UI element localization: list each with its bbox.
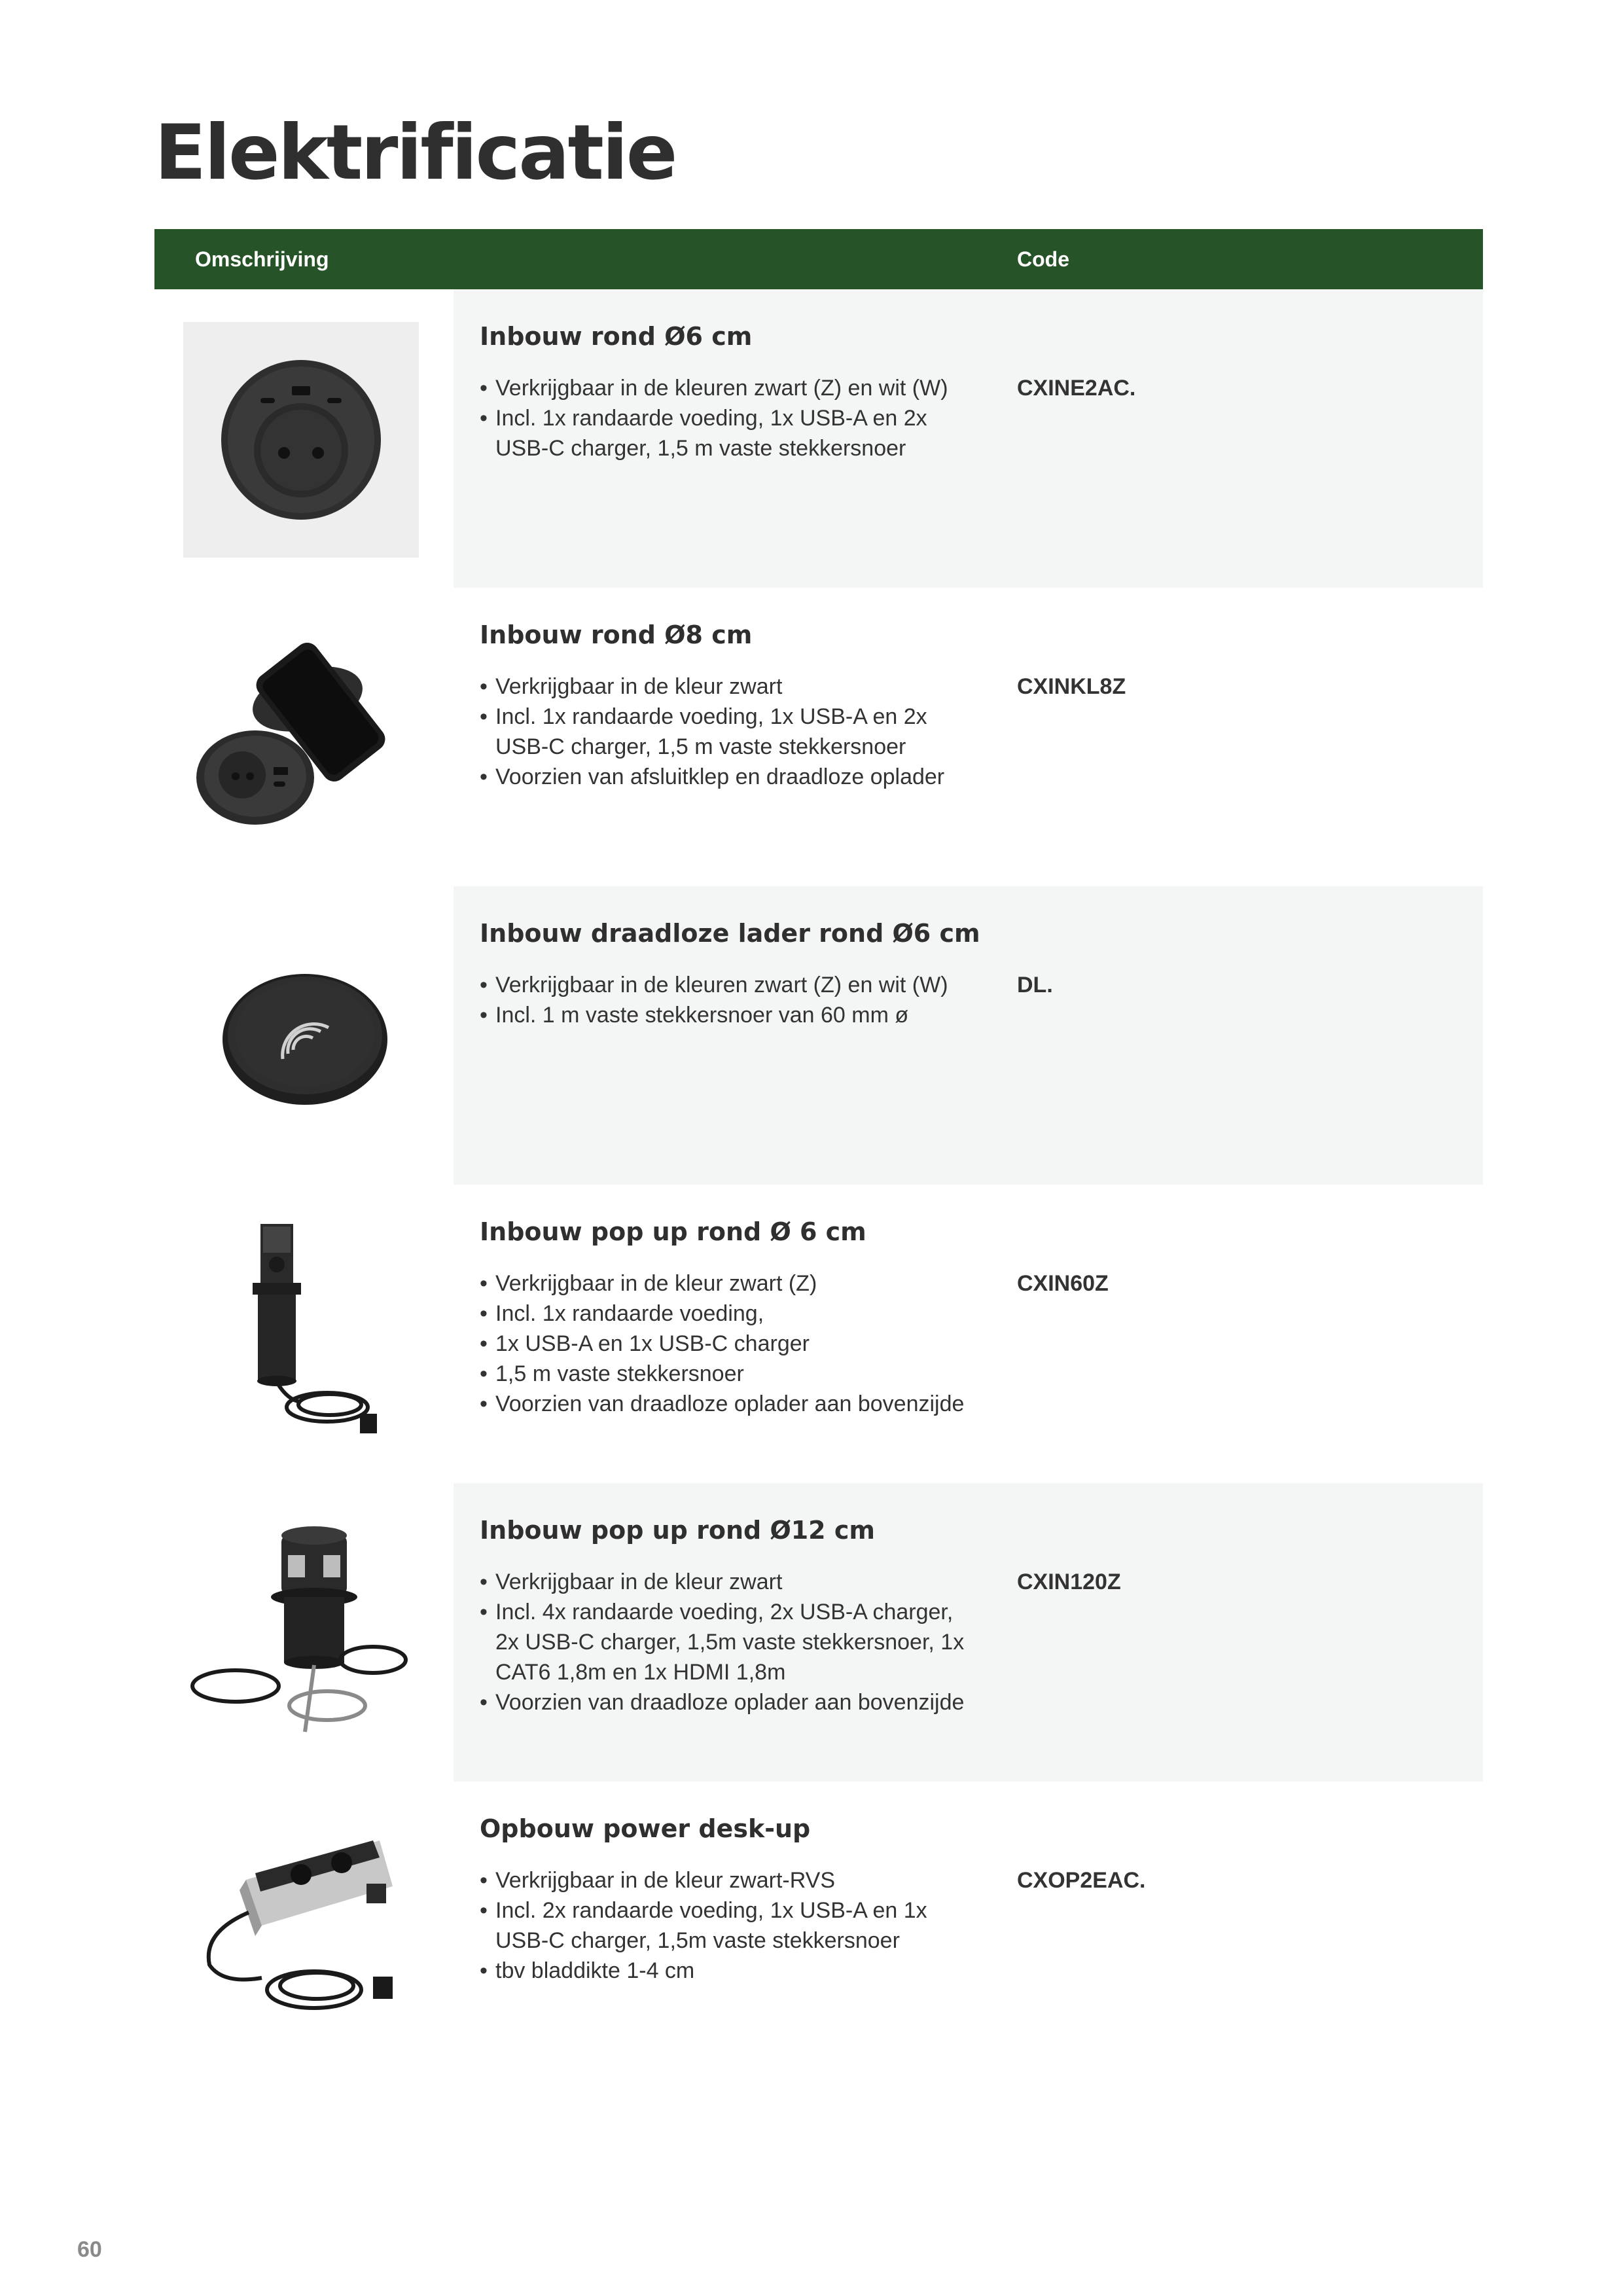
product-title: Inbouw rond Ø8 cm	[480, 620, 753, 649]
product-code: DL.	[1017, 973, 1053, 997]
product-row	[154, 588, 1483, 886]
bullet-item: • 1,5 m vaste stekkersnoer	[480, 1359, 977, 1389]
product-image-wireless-charger	[183, 919, 419, 1155]
product-code: CXIN60Z	[1017, 1271, 1109, 1296]
page-title: Elektrificatie	[154, 109, 676, 197]
product-bullets	[480, 970, 977, 1030]
product-title: Inbouw pop up rond Ø 6 cm	[480, 1217, 866, 1246]
product-bullets	[480, 1865, 977, 1986]
product-bullets	[480, 672, 977, 792]
bullet-item: • Verkrijgbaar in de kleur zwart-RVS	[480, 1865, 977, 1895]
bullet-item: • Verkrijgbaar in de kleuren zwart (Z) en wit (W)	[480, 970, 977, 1000]
bullet-item: • Verkrijgbaar in de kleur zwart (Z)	[480, 1268, 977, 1299]
bullet-item: • Verkrijgbaar in de kleur zwart	[480, 672, 977, 702]
product-title: Inbouw draadloze lader rond Ø6 cm	[480, 919, 980, 948]
product-row	[154, 1185, 1483, 1483]
table-header	[154, 229, 1483, 289]
bullet-item: • tbv bladdikte 1-4 cm	[480, 1956, 977, 1986]
product-image-popup-12cm	[183, 1516, 419, 1751]
product-code: CXOP2EAC.	[1017, 1868, 1146, 1893]
product-title: Opbouw power desk-up	[480, 1814, 811, 1843]
product-row	[154, 1782, 1483, 2080]
bullet-item: • 1x USB-A en 1x USB-C charger	[480, 1329, 977, 1359]
bullet-item: • Incl. 1 m vaste stekkersnoer van 60 mm ø	[480, 1000, 977, 1030]
product-image-desk-up	[183, 1814, 419, 2050]
bullet-item: • Verkrijgbaar in de kleuren zwart (Z) en wit (W)	[480, 373, 977, 403]
bullet-item: • Voorzien van draadloze oplader aan bovenzijde	[480, 1389, 977, 1419]
bullet-item: • Incl. 1x randaarde voeding, 1x USB-A en 2x USB-C charger, 1,5 m vaste stekkersnoer	[480, 702, 977, 762]
product-code: CXINKL8Z	[1017, 674, 1126, 699]
bullet-item: • Incl. 1x randaarde voeding, 1x USB-A en 2x USB-C charger, 1,5 m vaste stekkersnoer	[480, 403, 977, 463]
product-code: CXINE2AC.	[1017, 376, 1136, 401]
product-image-popup-6cm	[183, 1217, 419, 1453]
product-bullets	[480, 1567, 977, 1717]
product-title: Inbouw pop up rond Ø12 cm	[480, 1516, 875, 1545]
product-row	[154, 886, 1483, 1185]
product-image-socket-round-8cm-wireless	[183, 620, 419, 856]
bullet-item: • Incl. 2x randaarde voeding, 1x USB-A en 1x USB-C charger, 1,5m vaste stekkersnoer	[480, 1895, 977, 1956]
product-bullets	[480, 373, 977, 463]
bullet-item: • Voorzien van afsluitklep en draadloze oplader	[480, 762, 977, 792]
product-image-socket-round-6cm	[183, 322, 419, 558]
product-row	[154, 289, 1483, 588]
bullet-item: • Voorzien van draadloze oplader aan bovenzijde	[480, 1687, 977, 1717]
product-bullets	[480, 1268, 977, 1419]
header-description: Omschrijving	[195, 247, 329, 271]
header-code: Code	[1017, 247, 1069, 271]
product-row	[154, 1483, 1483, 1782]
product-title: Inbouw rond Ø6 cm	[480, 322, 753, 351]
bullet-item: • Incl. 4x randaarde voeding, 2x USB-A charger, 2x USB-C charger, 1,5m vaste stekkersnoer, 1x CAT6 1,8m en 1x HDMI 1,8m	[480, 1597, 977, 1687]
bullet-item: • Incl. 1x randaarde voeding,	[480, 1299, 977, 1329]
product-code: CXIN120Z	[1017, 1570, 1121, 1594]
page-number: 60	[77, 2237, 102, 2262]
bullet-item: • Verkrijgbaar in de kleur zwart	[480, 1567, 977, 1597]
